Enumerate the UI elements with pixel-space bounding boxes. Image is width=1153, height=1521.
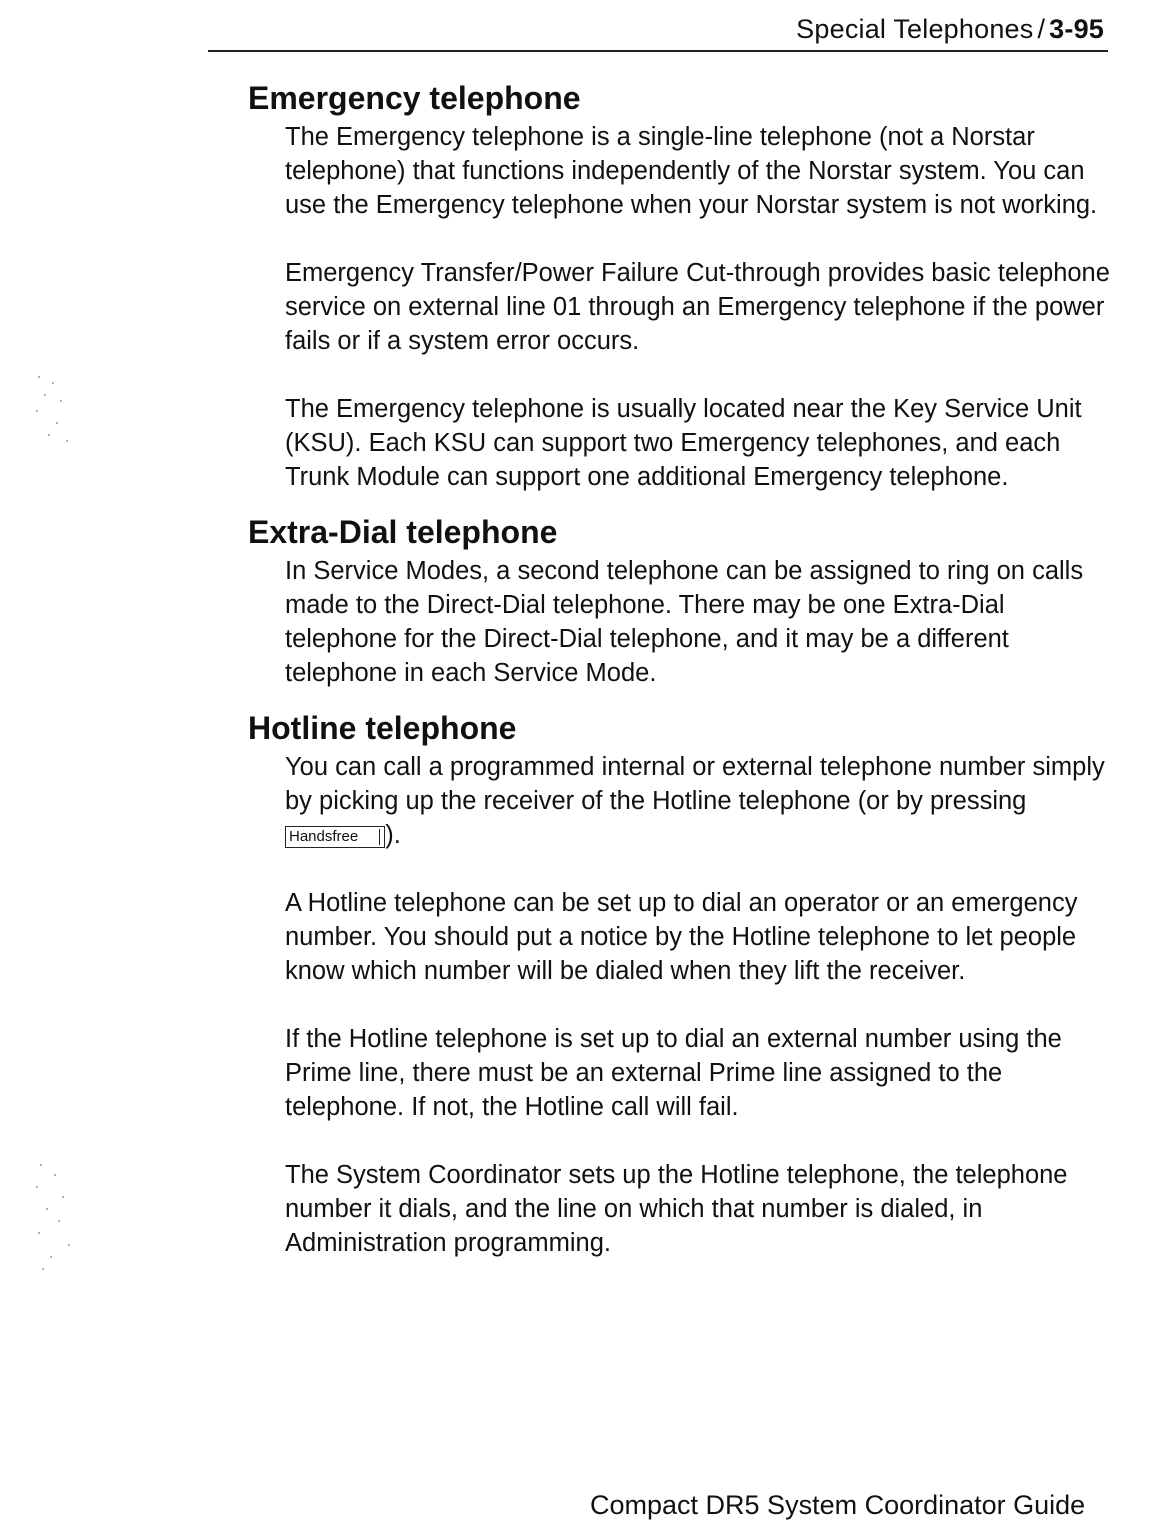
paragraph: The Emergency telephone is usually located near the Key Service Unit (KSU). Each KSU can support two Emergency telephones, and each Trunk Module can support one additional Emergency telephone. bbox=[285, 395, 1082, 491]
paragraph: In Service Modes, a second telephone can be assigned to ring on calls made to the Direct-Dial telephone. There may be one Extra-Dial telephone for the Direct-Dial telephone, and it may be a different telephone in each Service Mode. bbox=[285, 557, 1084, 687]
paragraph: If the Hotline telephone is set up to dial an external number using the Prime line, there must be an external Prime line assigned to the telephone. If not, the Hotline call will fail. bbox=[285, 1025, 1062, 1121]
section-heading: Emergency telephone bbox=[248, 80, 581, 116]
scan-speckle-decoration bbox=[30, 370, 80, 450]
header-page-number: 3-95 bbox=[1049, 14, 1104, 44]
page-header bbox=[208, 10, 1108, 52]
paragraph: The Emergency telephone is a single-line telephone (not a Norstar telephone) that functions independently of the Norstar system. You can use the Emergency telephone when your Norstar system is not working. bbox=[285, 123, 1098, 219]
section-emergency-telephone bbox=[248, 80, 1128, 494]
paragraph-text-before-key: You can call a programmed internal or external telephone number simply by picking up the receiver of the Hotline telephone (or by pressing bbox=[285, 753, 1105, 815]
section-hotline-telephone bbox=[248, 710, 1128, 1260]
section-heading: Hotline telephone bbox=[248, 710, 517, 746]
paragraph-with-key bbox=[285, 750, 1115, 852]
paragraph-text-after-key: ). bbox=[385, 821, 401, 849]
header-section-title: Special Telephones bbox=[796, 14, 1034, 44]
running-header bbox=[796, 14, 1104, 45]
handsfree-key-icon: Handsfree bbox=[285, 826, 385, 848]
page-body bbox=[248, 80, 1128, 1280]
section-extra-dial-telephone bbox=[248, 514, 1128, 690]
paragraph: A Hotline telephone can be set up to dial an operator or an emergency number. You should put a notice by the Hotline telephone to let people know which number will be dialed when they lift the receiver. bbox=[285, 889, 1078, 985]
section-heading: Extra-Dial telephone bbox=[248, 514, 558, 550]
paragraph: Emergency Transfer/Power Failure Cut-through provides basic telephone service on external line 01 through an Emergency telephone if the power fails or if a system error occurs. bbox=[285, 259, 1110, 355]
scan-speckle-decoration bbox=[30, 1160, 80, 1280]
header-separator: / bbox=[1037, 14, 1046, 44]
page-footer: Compact DR5 System Coordinator Guide bbox=[590, 1490, 1086, 1520]
paragraph: The System Coordinator sets up the Hotline telephone, the telephone number it dials, and the line on which that number is dialed, in Administration programming. bbox=[285, 1161, 1068, 1257]
